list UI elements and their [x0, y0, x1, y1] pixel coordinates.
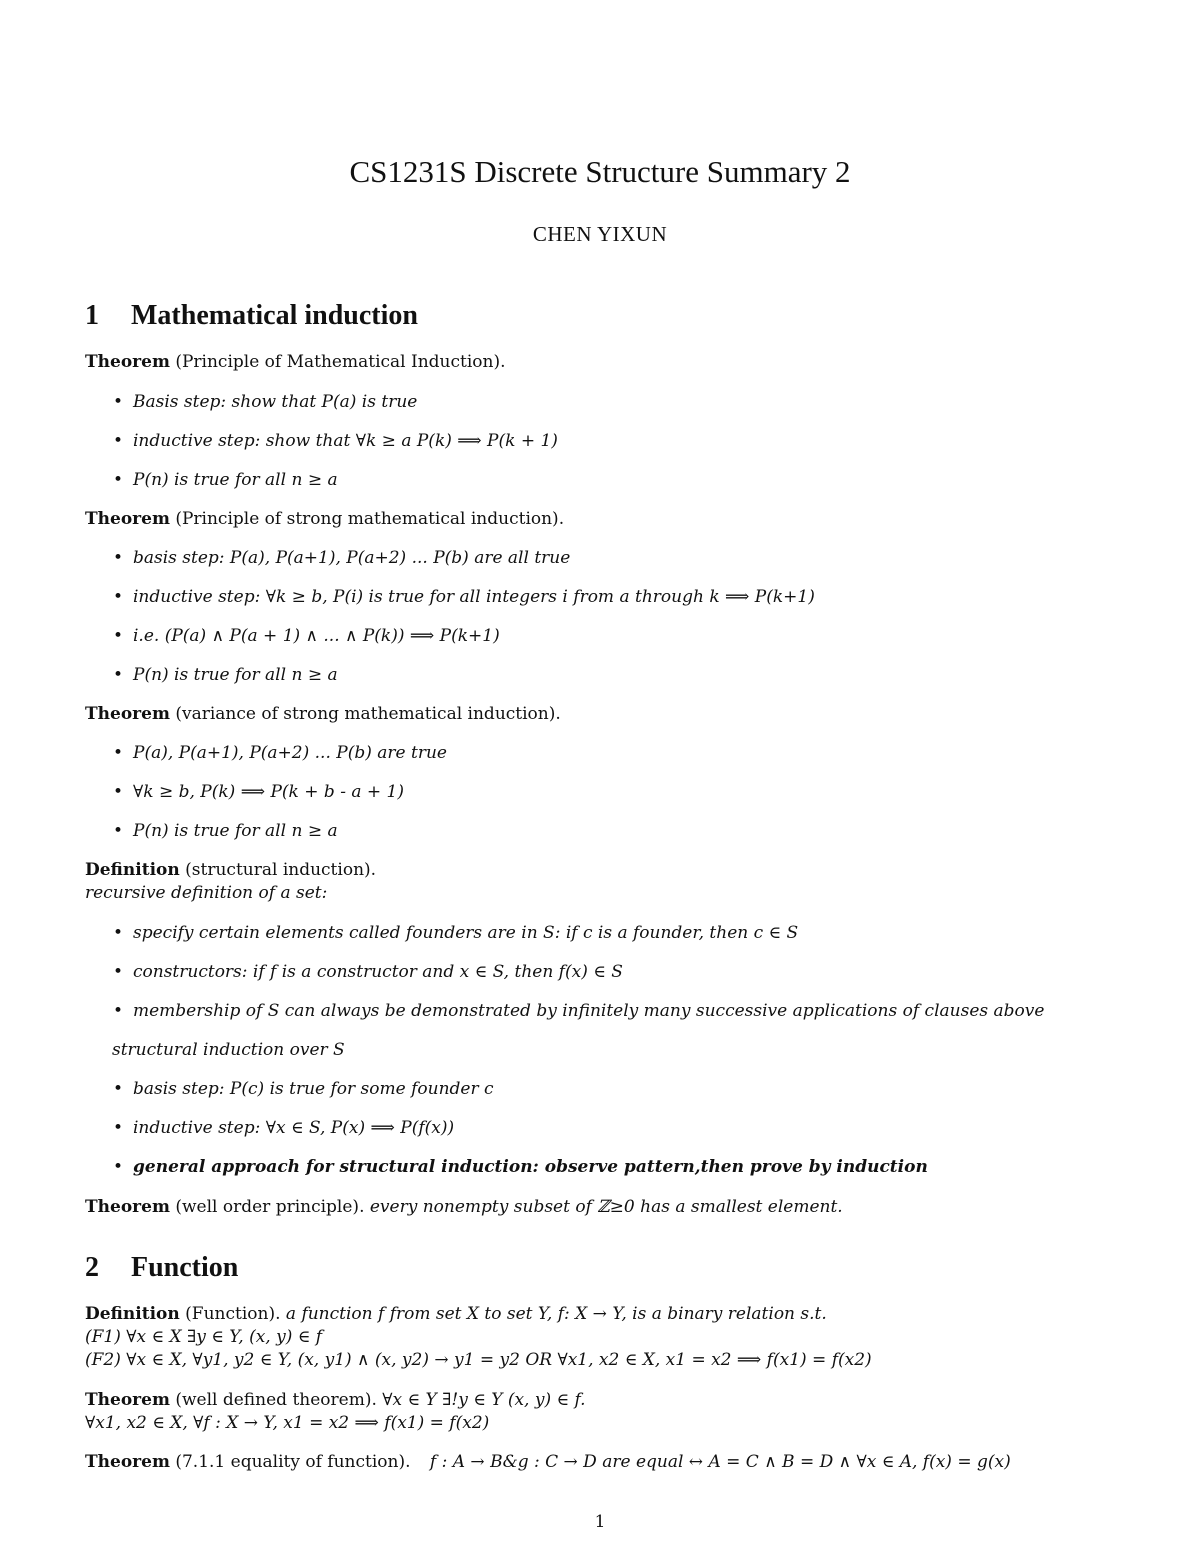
- document-title: CS1231S Discrete Structure Summary 2: [349, 154, 851, 189]
- list-item: • inductive step: show that ∀k ≥ a P(k) ⟹ P(k + 1): [113, 431, 538, 451]
- theorem-name: (Principle of Mathematical Induction).: [175, 352, 506, 372]
- section-number: 2: [85, 1252, 99, 1283]
- list-item: • general approach for structural induction: observe pattern,then prove by induction: [113, 1157, 908, 1177]
- theorem-heading: [85, 704, 561, 724]
- list-item: • i.e. (P(a) ∧ P(a + 1) ∧ ... ∧ P(k)) ⟹ P(k+1): [113, 626, 480, 646]
- list-item: • basis step: P(c) is true for some founder c: [113, 1079, 474, 1099]
- definition-heading: [85, 860, 376, 880]
- section-number: 1: [85, 300, 99, 331]
- list-item: • inductive step: ∀k ≥ b, P(i) is true for all integers i from a through k ⟹ P(k+1): [113, 587, 795, 607]
- definition-label: Definition: [85, 1304, 180, 1324]
- theorem-label: Theorem: [85, 704, 170, 724]
- section-title: Function: [131, 1252, 239, 1283]
- theorem-label: Theorem: [85, 509, 170, 529]
- theorem-name: (well order principle).: [175, 1197, 365, 1217]
- theorem-name: (7.1.1 equality of function).: [175, 1452, 411, 1472]
- definition-name: (Function).: [185, 1304, 281, 1324]
- theorem-label: Theorem: [85, 352, 170, 372]
- theorem-heading: [85, 1452, 1011, 1472]
- theorem-heading: [85, 509, 564, 529]
- definition-heading: [85, 1304, 827, 1324]
- theorem-name: (well defined theorem).: [175, 1390, 377, 1410]
- section-heading-2: [85, 1252, 238, 1284]
- list-item: • membership of S can always be demonstrated by infinitely many successive applications of clauses above: [113, 1001, 1024, 1021]
- theorem-label: Theorem: [85, 1390, 170, 1410]
- list-item: • Basis step: show that P(a) is true: [113, 392, 397, 412]
- list-item: • P(a), P(a+1), P(a+2) ... P(b) are true: [113, 743, 427, 763]
- list-item: • inductive step: ∀x ∈ S, P(x) ⟹ P(f(x)): [113, 1118, 434, 1138]
- theorem-line: ∀x1, x2 ∈ X, ∀f : X → Y, x1 = x2 ⟹ f(x1) = f(x2): [85, 1413, 490, 1433]
- theorem-text: f : A → B&g : C → D are equal ↔ A = C ∧ B = D ∧ ∀x ∈ A, f(x) = g(x): [429, 1452, 1011, 1472]
- theorem-name: (variance of strong mathematical induction).: [175, 704, 561, 724]
- list-item: • constructors: if f is a constructor and x ∈ S, then f(x) ∈ S: [113, 962, 603, 982]
- list-item: • P(n) is true for all n ≥ a: [113, 665, 318, 685]
- section-heading-1: [85, 300, 418, 332]
- definition-text: a function f from set X to set Y, f: X → Y, is a binary relation s.t.: [285, 1304, 827, 1324]
- theorem-name: (Principle of strong mathematical induction).: [175, 509, 565, 529]
- list-item: • P(n) is true for all n ≥ a: [113, 470, 318, 490]
- list-item: • specify certain elements called founders are in S: if c is a founder, then c ∈ S: [113, 923, 778, 943]
- theorem-heading: [85, 1390, 586, 1410]
- document-author: CHEN YIXUN: [532, 222, 668, 246]
- section-title: Mathematical induction: [131, 300, 418, 331]
- definition-subtext: recursive definition of a set:: [85, 883, 328, 903]
- definition-clause: (F2) ∀x ∈ X, ∀y1, y2 ∈ Y, (x, y1) ∧ (x, y2) → y1 = y2 OR ∀x1, x2 ∈ X, x1 = x2 ⟹ f(x1) = f(x2): [85, 1350, 872, 1370]
- definition-clause: (F1) ∀x ∈ X ∃y ∈ Y, (x, y) ∈ f: [85, 1327, 323, 1347]
- list-item: • ∀k ≥ b, P(k) ⟹ P(k + b - a + 1): [113, 782, 384, 802]
- list-item: • P(n) is true for all n ≥ a: [113, 821, 318, 841]
- definition-label: Definition: [85, 860, 180, 880]
- theorem-heading: [85, 1197, 843, 1217]
- definition-name: (structural induction).: [185, 860, 377, 880]
- definition-subtext: structural induction over S: [112, 1040, 345, 1060]
- theorem-label: Theorem: [85, 1452, 170, 1472]
- theorem-text: ∀x ∈ Y ∃!y ∈ Y (x, y) ∈ f.: [382, 1390, 586, 1410]
- theorem-heading: [85, 352, 506, 372]
- theorem-label: Theorem: [85, 1197, 170, 1217]
- theorem-text: every nonempty subset of ℤ≥0 has a smallest element.: [369, 1197, 843, 1217]
- page-number: 1: [594, 1512, 606, 1532]
- list-item: • basis step: P(a), P(a+1), P(a+2) ... P(b) are all true: [113, 548, 550, 568]
